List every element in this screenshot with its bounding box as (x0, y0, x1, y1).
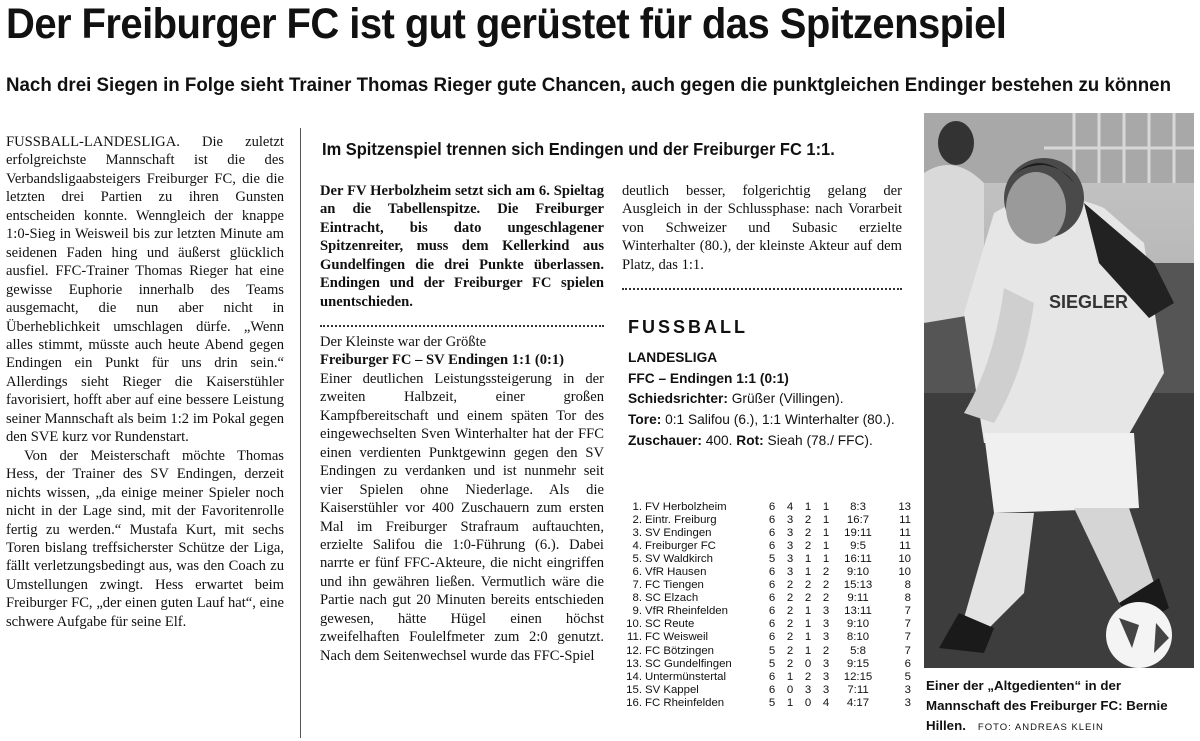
article-column-1 (6, 133, 284, 631)
table-row (622, 618, 911, 631)
standings-cell-team: FC Bötzingen (645, 644, 715, 657)
standings-cell-d: 1 (804, 631, 812, 644)
section-divider (320, 325, 604, 327)
standings-cell-goals: 9:5 (850, 540, 866, 553)
standings-cell-l: 1 (822, 540, 830, 553)
standings-cell-goals: 15:13 (843, 579, 873, 592)
photo-caption (926, 676, 1194, 738)
standings-cell-l: 3 (822, 605, 830, 618)
standings-cell-goals: 9:15 (846, 657, 870, 670)
sidebar-intro (320, 182, 604, 311)
standings-cell-w: 1 (786, 696, 794, 709)
standings-cell-w: 2 (786, 657, 794, 670)
facts-goals-label: Tore: (628, 411, 662, 428)
standings-cell-l: 3 (822, 618, 830, 631)
report-match-line: Freiburger FC – SV Endingen 1:1 (0:1) (320, 352, 565, 369)
standings-cell-l: 1 (822, 553, 830, 566)
standings-cell-pts: 11 (899, 540, 911, 553)
match-facts (628, 347, 900, 451)
standings-cell-goals: 8:10 (846, 631, 870, 644)
photo-caption-text: Einer der „Altgedienten“ in der Mannschaft des Freiburger FC: Bernie Hillen. (926, 678, 1168, 733)
standings-cell-d: 2 (804, 592, 812, 605)
standings-cell-l: 4 (822, 696, 830, 709)
table-row (622, 579, 911, 592)
standings-cell-goals: 9:10 (846, 618, 870, 631)
standings-cell-pts: 13 (898, 501, 911, 514)
report-text-continued: deutlich besser, folgerichtig gelang der Ausgleich in der Schlussphase: nach Vorarbeit von Schweizer und Subasic erzielte Winterhalter (80.), der kleinste Akteur auf dem Platz, das 1:1. (622, 183, 902, 273)
standings-cell-l: 2 (822, 566, 830, 579)
standings-cell-goals: 9:10 (846, 566, 870, 579)
standings-cell-team: SC Gundelfingen (645, 657, 732, 670)
article-paragraph: Von der Meisterschaft möchte Thomas Hess, der Trainer des SV Endingen, derzeit nichts wissen, „da einige meiner Spieler noch nicht in der Lage sind, mit der Favoritenrolle fertig zu werden.“ Mustafa Kurt, mit sechs Toren bislang treffsicherster Schütze der Liga, fällt verletzungsbedingt aus, was den Coach zu Umstellungen zwingt. Hess erwartet beim Freiburger FC, „der einen guten Lauf hat“, eine schwere Aufgabe für seine Elf. (6, 447, 284, 630)
table-row (622, 631, 911, 644)
sidebar-headline: Im Spitzenspiel trennen sich Endingen und der Freiburger FC 1:1. (322, 139, 835, 159)
facts-spectators: 400. (705, 431, 733, 448)
standings-cell-w: 3 (786, 527, 794, 540)
standings-cell-team: FC Rheinfelden (645, 696, 725, 709)
standings-cell-goals: 16:11 (844, 553, 872, 566)
standings-cell-goals: 7:11 (847, 683, 869, 696)
standings-cell-w: 2 (786, 618, 794, 631)
standings-cell-sp: 6 (768, 566, 776, 579)
standings-cell-d: 2 (804, 527, 812, 540)
standings-cell-pos: 11. (627, 631, 642, 644)
standings-cell-pts: 3 (904, 683, 911, 696)
standings-cell-pos: 5. (632, 553, 642, 566)
standings-cell-goals: 9:11 (847, 592, 869, 605)
standings-cell-team: SV Kappel (645, 683, 699, 696)
standings-cell-goals: 19:11 (844, 527, 872, 540)
standings-cell-sp: 6 (768, 605, 776, 618)
standings-cell-w: 2 (786, 631, 794, 644)
facts-section-title: FUSSBALL (628, 317, 748, 337)
standings-cell-pts: 10 (898, 566, 911, 579)
facts-league: LANDESLIGA (628, 349, 718, 365)
standings-cell-pts: 7 (904, 618, 911, 631)
report-kicker: Der Kleinste war der Größte (320, 334, 487, 350)
standings-cell-pos: 13. (626, 657, 642, 670)
standings-cell-goals: 12:15 (843, 670, 873, 683)
standings-cell-pos: 14. (626, 670, 642, 683)
facts-referee: Grüßer (Villingen). (731, 390, 844, 407)
standings-cell-l: 3 (822, 670, 830, 683)
standings-cell-team: FC Weisweil (645, 631, 709, 644)
standings-cell-sp: 5 (768, 553, 776, 566)
standings-cell-sp: 6 (768, 683, 776, 696)
standings-cell-pos: 1. (632, 501, 642, 514)
standings-cell-pos: 7. (632, 579, 642, 592)
photo-credit: FOTO: ANDREAS KLEIN (977, 722, 1104, 733)
standings-cell-w: 3 (786, 566, 794, 579)
table-row (622, 605, 911, 618)
standings-cell-pos: 15. (626, 683, 642, 696)
table-row (622, 592, 911, 605)
standings-cell-d: 1 (804, 566, 812, 579)
standings-cell-d: 1 (804, 605, 812, 618)
standings-cell-d: 1 (804, 553, 812, 566)
standings-cell-l: 2 (822, 579, 830, 592)
standings-cell-team: VfR Hausen (645, 566, 707, 579)
facts-red: Sieah (78./ FFC). (767, 431, 873, 448)
page-headline: Der Freiburger FC ist gut gerüstet für das Spitzenspiel (6, 0, 1007, 48)
standings-cell-w: 0 (786, 683, 794, 696)
standings-cell-goals: 5:8 (850, 644, 866, 657)
match-report (320, 333, 604, 665)
standings-cell-team: Freiburger FC (645, 540, 716, 553)
standings-cell-pts: 11 (899, 514, 911, 527)
standings-cell-goals: 13:11 (844, 605, 872, 618)
sidebar-intro-text: Der FV Herbolzheim setzt sich am 6. Spieltag an die Tabellenspitze. Die Freiburger Eintracht, bis dato ungeschlagener Spitzenreiter, muss dem Kellerkind aus Gundelfingen die drei Punkte überlassen. Endingen und der Freiburger FC spielen unentschieden. (320, 183, 604, 310)
standings-cell-sp: 6 (768, 540, 776, 553)
standings-cell-sp: 6 (768, 592, 776, 605)
standings-cell-sp: 5 (768, 644, 776, 657)
table-row (622, 540, 911, 553)
standings-cell-sp: 6 (768, 514, 776, 527)
standings-cell-pos: 10. (626, 618, 642, 631)
standings-cell-d: 0 (804, 696, 812, 709)
facts-referee-label: Schiedsrichter: (628, 390, 728, 407)
report-text: Einer deutlichen Leistungssteigerung in der zweiten Halbzeit, einer großen Kampfbereitschaft und einem späten Tor des eingewechselten Sven Winterhalter hat der FFC einen verdienten Punktgewinn gegen den SV Endingen zu verdanken und ist nunmehr seit vier Spielen ohne Niederlage. Als die Kaiserstühler vor 400 Zuschauern zum ersten Mal im Freiburger Strafraum auftauchten, erzielte Salifou die 1:0-Führung (6.). Dabei narrte er fünf FFC-Akteure, die nicht eingriffen und ihn gewähren ließen. Vermutlich wäre die Partie nach gut 20 Minuten bereits entschieden gewesen, hätte Hügel einen höchst zweifelhaften Foulelfmeter zum 2:0 genutzt. Nach dem Seitenwechsel wurde das FFC-Spiel (320, 370, 604, 664)
column-divider (300, 128, 301, 738)
section-divider (622, 288, 902, 290)
standings-cell-d: 1 (804, 501, 812, 514)
standings-cell-w: 1 (786, 670, 794, 683)
standings-cell-l: 1 (822, 501, 830, 514)
standings-cell-pos: 9. (632, 605, 642, 618)
standings-cell-w: 2 (786, 592, 794, 605)
standings-cell-w: 2 (786, 644, 794, 657)
standings-cell-d: 3 (804, 683, 812, 696)
table-row (622, 684, 911, 697)
standings-cell-sp: 6 (768, 618, 776, 631)
standings-cell-pos: 6. (632, 566, 642, 579)
standings-cell-pts: 7 (904, 644, 911, 657)
table-row (622, 697, 911, 710)
table-row (622, 501, 911, 514)
standings-cell-pts: 7 (904, 605, 911, 618)
standings-cell-pts: 5 (904, 670, 911, 683)
table-row (622, 566, 911, 579)
standings-cell-pts: 10 (898, 553, 911, 566)
standings-cell-w: 2 (786, 579, 794, 592)
standings-cell-pos: 2. (632, 514, 642, 527)
standings-cell-l: 2 (822, 644, 830, 657)
standings-cell-sp: 5 (768, 657, 776, 670)
standings-cell-l: 3 (822, 657, 830, 670)
standings-cell-l: 2 (822, 592, 830, 605)
page-subheadline: Nach drei Siegen in Folge sieht Trainer Thomas Rieger gute Chancen, auch gegen die punktgleichen Endinger bestehen zu können (6, 74, 1172, 96)
article-paragraph: FUSSBALL-LANDESLIGA. Die zuletzt erfolgreichste Mannschaft ist die des Verbandsligaabsteigers Freiburger FC, die die letzten drei Partien zu ihren Gunsten entscheiden konnte. Wenngleich der knappe 1:0-Sieg in Weisweil bis zur letzten Minute am seidenen Faden hing und äußerst glücklich ausfiel. FFC-Trainer Thomas Rieger hat eine gewisse Euphorie innerhalb des Teams ausgemacht, die nun aber nicht in Überheblichkeit umschlagen dürfe. „Wenn alles stimmt, müsste auch heute Abend gegen Endingen ein Punkt für uns drin sein.“ Allerdings sieht Rieger die Kaiserstühler favorisiert, hofft aber auf eine bessere Leistung seiner Mannschaft als beim 1:2 im Pokal gegen den SVE kurz vor Rundenstart. (6, 134, 284, 446)
standings-cell-pos: 16. (626, 696, 642, 709)
soccer-player-photo (924, 113, 1194, 668)
standings-cell-team: VfR Rheinfelden (645, 605, 728, 618)
standings-cell-goals: 4:17 (846, 696, 870, 709)
standings-cell-sp: 5 (768, 696, 776, 709)
standings-cell-d: 2 (804, 514, 812, 527)
standings-cell-team: SC Reute (645, 618, 695, 631)
standings-cell-w: 3 (786, 540, 794, 553)
standings-cell-w: 2 (786, 605, 794, 618)
table-row (622, 645, 911, 658)
standings-cell-l: 1 (822, 527, 830, 540)
table-row (622, 527, 911, 540)
standings-cell-sp: 6 (768, 670, 776, 683)
standings-cell-d: 2 (804, 579, 812, 592)
standings-cell-goals: 16:7 (846, 514, 870, 527)
standings-cell-sp: 6 (768, 501, 776, 514)
standings-cell-w: 3 (786, 514, 794, 527)
standings-cell-sp: 6 (768, 579, 776, 592)
standings-cell-d: 2 (804, 670, 812, 683)
standings-cell-pts: 11 (899, 527, 911, 540)
standings-cell-team: SV Endingen (645, 527, 712, 540)
facts-result: FFC – Endingen 1:1 (0:1) (628, 369, 789, 386)
table-row (622, 671, 911, 684)
standings-cell-team: SC Elzach (645, 592, 699, 605)
standings-table (622, 501, 911, 710)
standings-cell-pos: 4. (632, 540, 642, 553)
table-row (622, 553, 911, 566)
table-row (622, 658, 911, 671)
standings-cell-d: 0 (804, 657, 812, 670)
standings-cell-w: 4 (786, 501, 794, 514)
facts-red-label: Rot: (736, 431, 764, 448)
standings-cell-pos: 3. (632, 527, 642, 540)
standings-cell-pts: 3 (904, 696, 911, 709)
standings-cell-d: 1 (804, 618, 812, 631)
table-row (622, 514, 911, 527)
standings-cell-team: FC Tiengen (645, 579, 704, 592)
standings-cell-pts: 8 (904, 592, 911, 605)
match-photo (924, 113, 1194, 668)
standings-cell-pts: 6 (904, 657, 911, 670)
standings-cell-pos: 8. (632, 592, 642, 605)
standings-cell-l: 1 (822, 514, 830, 527)
standings-cell-team: SV Waldkirch (645, 553, 713, 566)
standings-cell-d: 1 (804, 644, 812, 657)
standings-cell-d: 2 (804, 540, 812, 553)
facts-goals: 0:1 Salifou (6.), 1:1 Winterhalter (80.). (665, 411, 895, 428)
standings-cell-pts: 7 (904, 631, 911, 644)
standings-cell-team: Untermünstertal (645, 670, 727, 683)
facts-spectators-label: Zuschauer: (628, 431, 702, 448)
standings-cell-l: 3 (822, 683, 830, 696)
standings-cell-team: Eintr. Freiburg (645, 514, 717, 527)
standings-cell-sp: 6 (768, 631, 776, 644)
match-report-continued (622, 182, 902, 274)
shirt-sponsor-text: SIEGLER (1049, 292, 1129, 312)
standings-cell-sp: 6 (768, 527, 776, 540)
standings-cell-goals: 8:3 (850, 501, 866, 514)
standings-cell-pos: 12. (626, 644, 642, 657)
standings-cell-l: 3 (822, 631, 830, 644)
standings-cell-w: 3 (786, 553, 794, 566)
standings-cell-pts: 8 (904, 579, 911, 592)
standings-cell-team: FV Herbolzheim (645, 501, 727, 514)
